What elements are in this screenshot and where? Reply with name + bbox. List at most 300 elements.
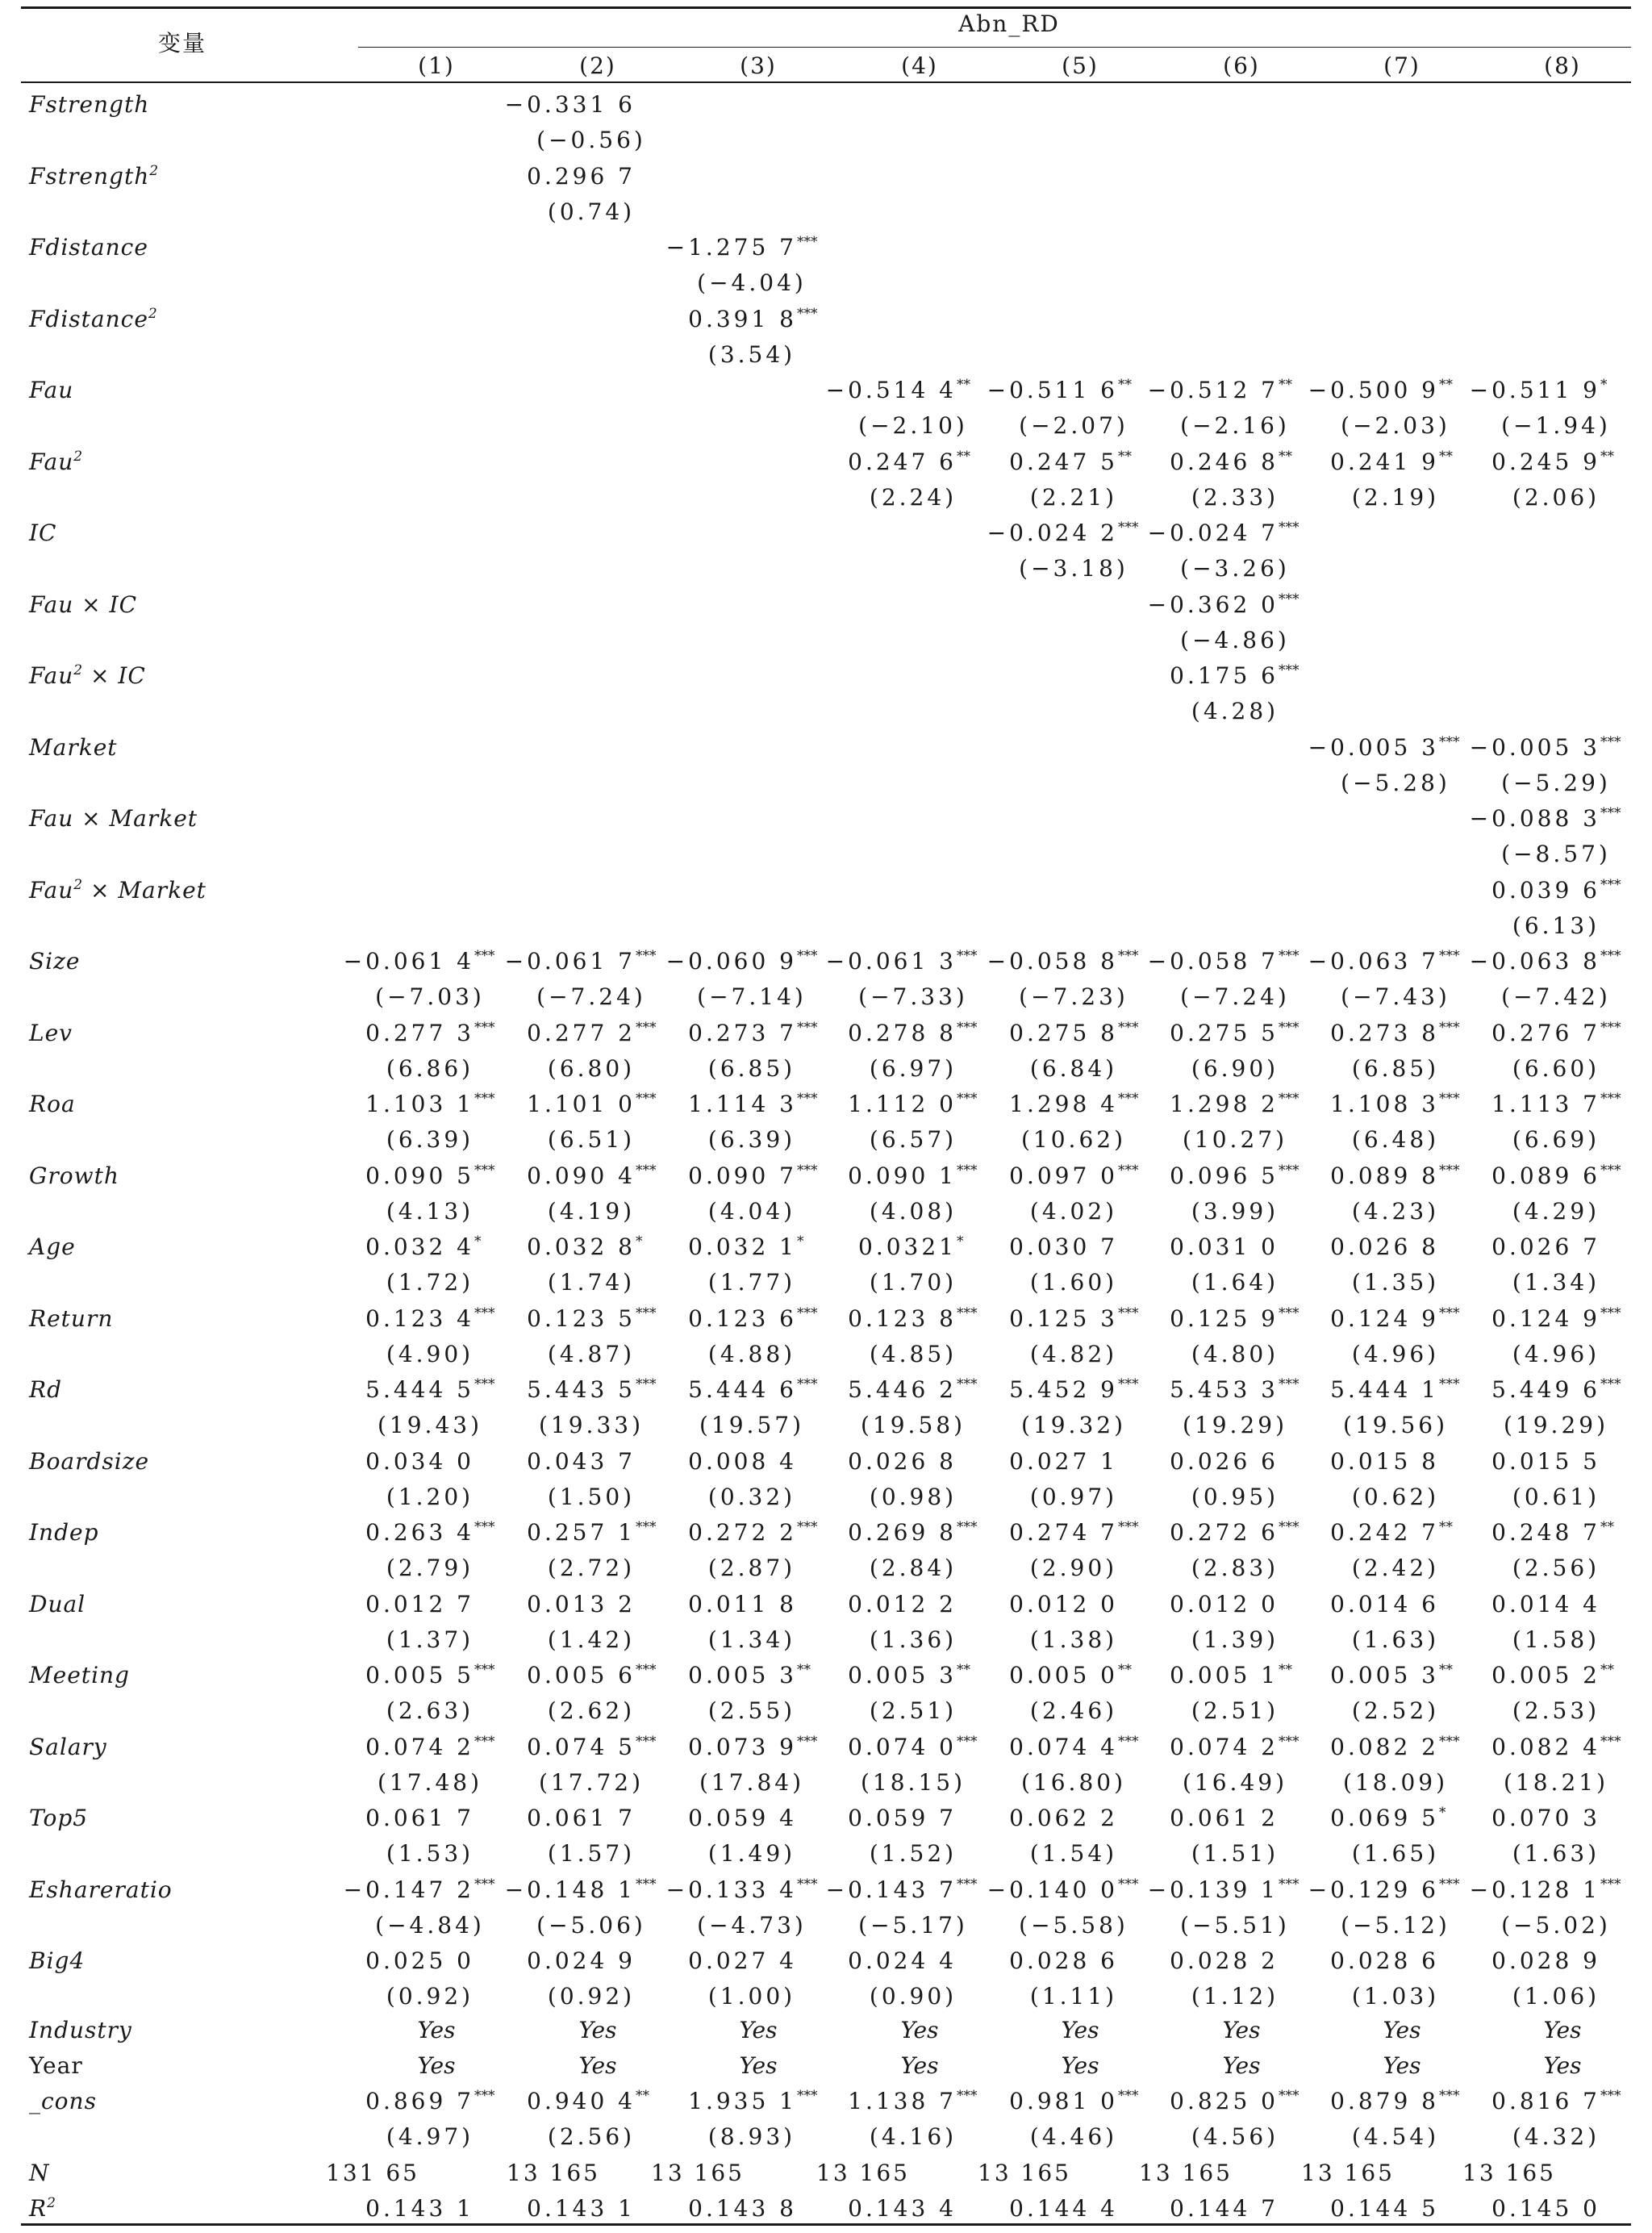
- coefficient: [688, 1376, 821, 1403]
- industry-fe: Yes: [1383, 2017, 1421, 2043]
- significance-stars: ***: [1279, 2088, 1299, 2104]
- coefficient: [365, 1807, 499, 1830]
- coefficient: [1009, 1093, 1142, 1116]
- coefficient: [1491, 1376, 1625, 1403]
- year-fe: Yes: [1383, 2052, 1421, 2079]
- coefficient-value: −0.058 7: [1147, 948, 1279, 975]
- coefficient-value: 0.027 4: [688, 1947, 797, 1974]
- coefficient: [527, 2195, 660, 2222]
- coefficient: [1170, 448, 1303, 475]
- significance-stars: ***: [1279, 662, 1299, 678]
- coefficient-value: 0.391 8: [688, 305, 797, 332]
- row-label-text: Boardsize: [29, 1447, 150, 1475]
- coefficient-value: 1.298 2: [1170, 1091, 1279, 1117]
- coefficient-value: 5.449 6: [1491, 1376, 1600, 1403]
- t-statistic: (2.90): [1029, 1555, 1118, 1581]
- t-statistic: (19.57): [699, 1412, 805, 1438]
- coefficient: [527, 162, 660, 190]
- significance-stars: ***: [957, 1304, 978, 1321]
- coefficient: [365, 1733, 499, 1760]
- significance-stars: ***: [474, 2088, 495, 2104]
- row-label-text: Fstrength: [29, 91, 150, 118]
- t-statistic: (0.62): [1351, 1483, 1440, 1510]
- t-statistic: (1.58): [1512, 1626, 1600, 1653]
- t-statistic: (−7.23): [1019, 983, 1128, 1010]
- coefficient-value: 0.879 8: [1330, 2088, 1439, 2114]
- t-statistic: (2.51): [1191, 1697, 1279, 1724]
- coefficient: [848, 1162, 981, 1189]
- coefficient-value: 0.005 3: [688, 1662, 797, 1688]
- coefficient-value: 5.444 1: [1330, 1376, 1439, 1403]
- coefficient: [1170, 1590, 1303, 1617]
- coefficient-value: 0.028 2: [1170, 1947, 1279, 1974]
- coefficient-value: 0.123 6: [688, 1304, 797, 1332]
- t-statistic: (−4.84): [375, 1911, 485, 1939]
- t-statistic: (4.28): [1191, 698, 1279, 724]
- significance-stars: ***: [1118, 1519, 1139, 1535]
- coefficient-value: −0.148 1: [504, 1876, 636, 1903]
- significance-stars: ***: [797, 1091, 818, 1107]
- t-statistic: (1.42): [547, 1626, 636, 1653]
- t-statistic: (19.29): [1182, 1412, 1288, 1438]
- t-statistic: (1.00): [707, 1983, 796, 2010]
- coefficient-value: 0.028 6: [1330, 1947, 1439, 1974]
- coefficient-value: −0.500 9: [1308, 377, 1439, 403]
- coefficient: [527, 1376, 660, 1403]
- industry-fe: Yes: [1061, 2017, 1099, 2043]
- t-statistic: (2.55): [707, 1697, 796, 1724]
- significance-stars: ***: [1439, 1019, 1460, 1036]
- row-label-suffix: × IC: [82, 662, 146, 689]
- year-fe: Yes: [739, 2052, 778, 2079]
- t-statistic: (1.60): [1029, 1269, 1118, 1296]
- t-statistic: (6.48): [1351, 1126, 1440, 1153]
- coefficient-value: 0.090 4: [527, 1162, 636, 1189]
- significance-stars: **: [1439, 1662, 1453, 1678]
- coefficient-value: 0.296 7: [527, 162, 636, 190]
- observations: 13 165: [507, 2160, 600, 2186]
- t-statistic: (4.97): [386, 2123, 474, 2150]
- observations: 13 165: [1139, 2160, 1233, 2186]
- coefficient-value: 0.869 7: [365, 2088, 474, 2114]
- coefficient: [1170, 662, 1303, 689]
- t-statistic: (2.42): [1351, 1555, 1440, 1581]
- coefficient: [1330, 1304, 1463, 1332]
- coefficient: [1330, 1233, 1463, 1260]
- coefficient-value: 0.123 5: [527, 1304, 636, 1332]
- coefficient-value: 0.039 6: [1491, 876, 1600, 904]
- significance-stars: **: [1279, 448, 1292, 465]
- row-label-text: Industry: [29, 2017, 132, 2043]
- row-label-text: Market: [29, 733, 118, 761]
- coefficient-value: 0.005 3: [1330, 1662, 1439, 1688]
- coefficient-value: −0.362 0: [1147, 591, 1279, 618]
- row-label: [29, 591, 137, 618]
- coefficient: [527, 2090, 660, 2113]
- coefficient: [848, 2195, 981, 2222]
- row-label: [29, 1093, 76, 1116]
- coefficient-value: 0.0321: [858, 1233, 957, 1260]
- t-statistic: (−2.10): [858, 412, 968, 439]
- coefficient: [1330, 1019, 1463, 1046]
- t-statistic: (0.95): [1191, 1483, 1279, 1510]
- year-fe: Yes: [578, 2052, 617, 2079]
- coefficient-value: 0.277 3: [365, 1019, 474, 1046]
- coefficient-value: 5.446 2: [848, 1376, 957, 1403]
- coefficient: [1009, 1304, 1142, 1332]
- t-statistic: (6.39): [386, 1126, 474, 1153]
- coefficient-value: −0.024 2: [987, 520, 1118, 546]
- row-label-text: Rd: [29, 1376, 63, 1403]
- bottom-rule: [21, 2223, 1631, 2226]
- coefficient: [1491, 1733, 1625, 1760]
- significance-stars: **: [957, 1662, 970, 1678]
- row-label-text: Big4: [29, 1947, 86, 1974]
- coefficient: [848, 1807, 981, 1830]
- row-label: [29, 1733, 107, 1760]
- significance-stars: ***: [1600, 1019, 1621, 1036]
- coefficient-value: 0.005 2: [1491, 1662, 1600, 1688]
- coefficient: [666, 950, 821, 973]
- t-statistic: (10.27): [1182, 1126, 1288, 1153]
- coefficient-value: 0.015 5: [1491, 1447, 1600, 1475]
- coefficient-value: 0.069 5: [1330, 1805, 1439, 1831]
- t-statistic: (1.65): [1351, 1840, 1440, 1867]
- coefficient: [848, 1376, 981, 1403]
- significance-stars: ***: [1600, 876, 1621, 893]
- industry-fe: Yes: [900, 2017, 939, 2043]
- coefficient: [365, 1664, 499, 1687]
- significance-stars: **: [1439, 448, 1453, 465]
- coefficient-value: 0.276 7: [1491, 1019, 1600, 1046]
- coefficient: [848, 1304, 981, 1332]
- significance-stars: ***: [797, 948, 818, 964]
- row-label: [29, 950, 80, 973]
- t-statistic: (0.32): [707, 1483, 796, 1510]
- year-fe: Yes: [1061, 2052, 1099, 2079]
- significance-stars: ***: [797, 1019, 818, 1036]
- coefficient-value: 1.103 1: [365, 1091, 474, 1117]
- coefficient: [688, 2195, 821, 2222]
- coefficient-value: 0.248 7: [1491, 1519, 1600, 1546]
- coefficient-value: −0.024 7: [1147, 520, 1279, 546]
- significance-stars: ***: [1600, 2088, 1621, 2104]
- coefficient-value: 0.940 4: [527, 2088, 636, 2114]
- t-statistic: (1.51): [1191, 1840, 1279, 1867]
- t-statistic: (−5.17): [858, 1911, 968, 1939]
- coefficient: [1009, 1947, 1142, 1974]
- row-label: [29, 1876, 173, 1903]
- coefficient: [1330, 1162, 1463, 1189]
- coefficient-value: 0.005 5: [365, 1662, 474, 1688]
- significance-stars: ***: [1118, 948, 1139, 964]
- coefficient-value: 5.444 5: [365, 1376, 474, 1403]
- significance-stars: **: [797, 1662, 811, 1678]
- t-statistic: (1.03): [1351, 1983, 1440, 2010]
- coefficient-value: 0.059 4: [688, 1805, 797, 1831]
- t-statistic: (−5.51): [1180, 1911, 1290, 1939]
- t-statistic: (2.63): [386, 1697, 474, 1724]
- significance-stars: ***: [1439, 1162, 1460, 1179]
- coefficient-value: 0.245 9: [1491, 448, 1600, 475]
- t-statistic: (17.48): [377, 1768, 483, 1796]
- t-statistic: (−3.26): [1180, 555, 1290, 582]
- coefficient-value: 0.143 1: [527, 2195, 636, 2222]
- observations: 13 165: [1301, 2160, 1395, 2186]
- t-statistic: (2.72): [547, 1555, 636, 1581]
- t-statistic: (−5.58): [1019, 1911, 1128, 1939]
- coefficient-value: 0.263 4: [365, 1519, 474, 1546]
- coefficient-value: −0.058 8: [987, 948, 1118, 975]
- row-label: [29, 2162, 50, 2185]
- coefficient: [688, 1807, 821, 1830]
- significance-stars: ***: [797, 1304, 818, 1321]
- significance-stars: ***: [1118, 520, 1139, 536]
- coefficient: [344, 950, 499, 973]
- t-statistic: (−3.18): [1019, 555, 1128, 582]
- coefficient: [527, 1233, 660, 1260]
- t-statistic: (−7.24): [1180, 983, 1290, 1010]
- t-statistic: (4.02): [1029, 1197, 1118, 1225]
- coefficient-value: 0.143 4: [848, 2195, 957, 2222]
- significance-stars: ***: [636, 1733, 657, 1750]
- significance-stars: ***: [1439, 1876, 1460, 1893]
- coefficient-value: 1.112 0: [848, 1091, 957, 1117]
- coefficient: [1330, 1521, 1463, 1544]
- coefficient-value: 0.005 0: [1009, 1662, 1118, 1688]
- coefficient: [1491, 1590, 1625, 1617]
- t-statistic: (2.84): [869, 1555, 957, 1581]
- coefficient-value: 1.113 7: [1491, 1091, 1600, 1117]
- t-statistic: (4.56): [1191, 2123, 1279, 2150]
- observations: 13 165: [978, 2160, 1071, 2186]
- coefficient-value: 0.061 7: [365, 1805, 474, 1831]
- coefficient: [1491, 2090, 1625, 2113]
- coefficient: [1170, 1376, 1303, 1403]
- significance-stars: ***: [1279, 1519, 1299, 1535]
- coefficient-value: 0.073 9: [688, 1733, 797, 1760]
- coefficient: [1470, 379, 1625, 402]
- significance-stars: ***: [474, 948, 495, 964]
- coefficient-value: 0.026 8: [848, 1447, 957, 1475]
- coefficient: [504, 91, 660, 118]
- top-rule: [21, 6, 1631, 9]
- row-label-text: Fdistance: [29, 234, 148, 261]
- significance-stars: ***: [1600, 733, 1621, 750]
- significance-stars: *: [474, 1233, 482, 1250]
- significance-stars: ***: [797, 1876, 818, 1893]
- t-statistic: (0.92): [547, 1983, 636, 2010]
- t-statistic: (1.49): [707, 1840, 796, 1867]
- significance-stars: ***: [797, 1519, 818, 1535]
- t-statistic: (1.74): [547, 1269, 636, 1296]
- significance-stars: ***: [957, 1376, 978, 1392]
- significance-stars: ***: [636, 948, 657, 964]
- coefficient: [688, 1447, 821, 1475]
- coefficient-value: 1.298 4: [1009, 1091, 1118, 1117]
- t-statistic: (0.98): [869, 1483, 957, 1510]
- coefficient-value: 0.247 5: [1009, 448, 1118, 475]
- row-label-text: Return: [29, 1304, 114, 1332]
- coefficient: [1170, 1162, 1303, 1189]
- coefficient: [848, 1019, 981, 1046]
- coefficient: [527, 1733, 660, 1760]
- significance-stars: ***: [1118, 1162, 1139, 1179]
- coefficient: [1330, 1590, 1463, 1617]
- t-statistic: (1.63): [1351, 1626, 1440, 1653]
- t-statistic: (19.43): [377, 1412, 483, 1438]
- coefficient-value: 0.090 1: [848, 1162, 957, 1189]
- t-statistic: (4.13): [386, 1197, 474, 1225]
- row-label-text: Fau: [29, 662, 74, 689]
- coefficient-value: 0.275 8: [1009, 1019, 1118, 1046]
- significance-stars: ***: [957, 1091, 978, 1107]
- coefficient: [365, 1019, 499, 1046]
- coefficient-value: 5.453 3: [1170, 1376, 1279, 1403]
- label-superscript: 2: [148, 305, 157, 322]
- t-statistic: (2.51): [869, 1697, 957, 1724]
- coefficient-value: −0.511 9: [1469, 377, 1600, 403]
- significance-stars: ***: [1118, 1019, 1139, 1036]
- row-label-text: Eshareratio: [29, 1876, 173, 1903]
- coefficient-value: 0.011 8: [688, 1590, 797, 1617]
- coefficient-value: −0.133 4: [665, 1876, 797, 1903]
- significance-stars: ***: [797, 1733, 818, 1750]
- header-rule: [21, 81, 1631, 83]
- t-statistic: (18.15): [860, 1768, 966, 1796]
- t-statistic: (2.24): [869, 483, 957, 511]
- significance-stars: ***: [797, 234, 818, 250]
- t-statistic: (1.12): [1191, 1983, 1279, 2010]
- row-label: [29, 1664, 130, 1687]
- coefficient: [1330, 1093, 1463, 1116]
- row-label: [29, 662, 146, 689]
- coefficient: [1491, 1304, 1625, 1332]
- significance-stars: ***: [1600, 948, 1621, 964]
- t-statistic: (4.88): [707, 1340, 796, 1367]
- coefficient: [665, 1876, 821, 1903]
- coefficient-value: 0.013 2: [527, 1590, 636, 1617]
- coefficient-value: 0.030 7: [1009, 1233, 1118, 1260]
- significance-stars: **: [957, 448, 970, 465]
- row-label-text: IC: [29, 520, 57, 546]
- coefficient-value: −0.143 7: [825, 1876, 957, 1903]
- coefficient: [1308, 950, 1463, 973]
- coefficient-value: 0.005 1: [1170, 1662, 1279, 1688]
- coefficient-value: 0.026 6: [1170, 1447, 1279, 1475]
- coefficient-value: 0.125 9: [1170, 1304, 1279, 1332]
- coefficient-value: −0.511 6: [987, 377, 1118, 403]
- row-label-text: Year: [29, 2052, 83, 2079]
- coefficient-value: −0.063 7: [1308, 948, 1439, 975]
- significance-stars: ***: [797, 1376, 818, 1392]
- t-statistic: (4.87): [547, 1340, 636, 1367]
- row-label-text: Fdistance: [29, 305, 148, 332]
- coefficient: [1170, 1019, 1303, 1046]
- t-statistic: (6.60): [1512, 1054, 1600, 1082]
- coefficient-value: −0.139 1: [1147, 1876, 1279, 1903]
- coefficient-value: 0.816 7: [1491, 2088, 1600, 2114]
- coefficient: [688, 1162, 821, 1189]
- significance-stars: ***: [797, 1162, 818, 1179]
- t-statistic: (2.52): [1351, 1697, 1440, 1724]
- t-statistic: (2.56): [547, 2123, 636, 2150]
- t-statistic: (1.34): [707, 1626, 796, 1653]
- coefficient-value: 0.123 4: [365, 1304, 474, 1332]
- coefficient: [365, 2090, 499, 2113]
- coefficient-value: 5.444 6: [688, 1376, 797, 1403]
- t-statistic: (4.85): [869, 1340, 957, 1367]
- t-statistic: (−7.42): [1501, 983, 1611, 1010]
- coefficient: [1491, 1947, 1625, 1974]
- t-statistic: (−4.73): [697, 1911, 807, 1939]
- t-statistic: (2.46): [1029, 1697, 1118, 1724]
- coefficient-value: 0.028 6: [1009, 1947, 1118, 1974]
- significance-stars: **: [1439, 377, 1453, 393]
- coefficient-value: 0.082 2: [1330, 1733, 1439, 1760]
- significance-stars: ***: [1279, 1376, 1299, 1392]
- t-statistic: (6.97): [869, 1054, 957, 1082]
- t-statistic: (2.21): [1029, 483, 1118, 511]
- coefficient: [987, 1876, 1142, 1903]
- significance-stars: ***: [636, 1019, 657, 1036]
- row-label: [29, 1521, 99, 1544]
- coefficient-value: 0.034 0: [365, 1447, 474, 1475]
- coefficient-value: 0.026 8: [1330, 1233, 1439, 1260]
- coefficient: [1491, 1447, 1625, 1475]
- coefficient-value: 0.175 6: [1170, 662, 1279, 689]
- coefficient: [1009, 1376, 1142, 1403]
- coefficient: [527, 1093, 660, 1116]
- significance-stars: ***: [636, 1376, 657, 1392]
- coefficient-value: −0.128 1: [1469, 1876, 1600, 1903]
- coefficient: [1330, 1947, 1463, 1974]
- coefficient-value: −0.331 6: [504, 91, 636, 118]
- coefficient-value: 0.032 1: [688, 1233, 797, 1260]
- row-label-text: Fau: [29, 448, 74, 475]
- significance-stars: ***: [1279, 948, 1299, 964]
- significance-stars: ***: [1279, 591, 1299, 607]
- industry-fe: Yes: [739, 2017, 778, 2043]
- significance-stars: ***: [474, 1662, 495, 1678]
- coefficient-value: 0.278 8: [848, 1019, 957, 1046]
- significance-stars: ***: [636, 1162, 657, 1179]
- coefficient: [987, 522, 1142, 545]
- t-statistic: (4.46): [1029, 2123, 1118, 2150]
- coefficient-value: 0.241 9: [1330, 448, 1439, 475]
- t-statistic: (1.39): [1191, 1626, 1279, 1653]
- significance-stars: *: [636, 1233, 643, 1250]
- coefficient: [1148, 950, 1303, 973]
- significance-stars: **: [636, 2088, 649, 2104]
- significance-stars: **: [1439, 1519, 1453, 1535]
- coefficient-value: 0.070 3: [1491, 1805, 1600, 1831]
- coefficient: [1009, 1447, 1142, 1475]
- coefficient-value: 0.074 4: [1009, 1733, 1118, 1760]
- coefficient: [848, 2090, 981, 2113]
- significance-stars: ***: [474, 1019, 495, 1036]
- coefficient: [1009, 1162, 1142, 1189]
- column-header: (4): [901, 52, 938, 79]
- t-statistic: (1.77): [707, 1269, 796, 1296]
- coefficient: [365, 1376, 499, 1403]
- coefficient: [1148, 379, 1303, 402]
- coefficient: [987, 950, 1142, 973]
- coefficient: [1170, 1664, 1303, 1687]
- t-statistic: (−1.94): [1501, 412, 1611, 439]
- coefficient: [848, 1093, 981, 1116]
- industry-fe: Yes: [578, 2017, 617, 2043]
